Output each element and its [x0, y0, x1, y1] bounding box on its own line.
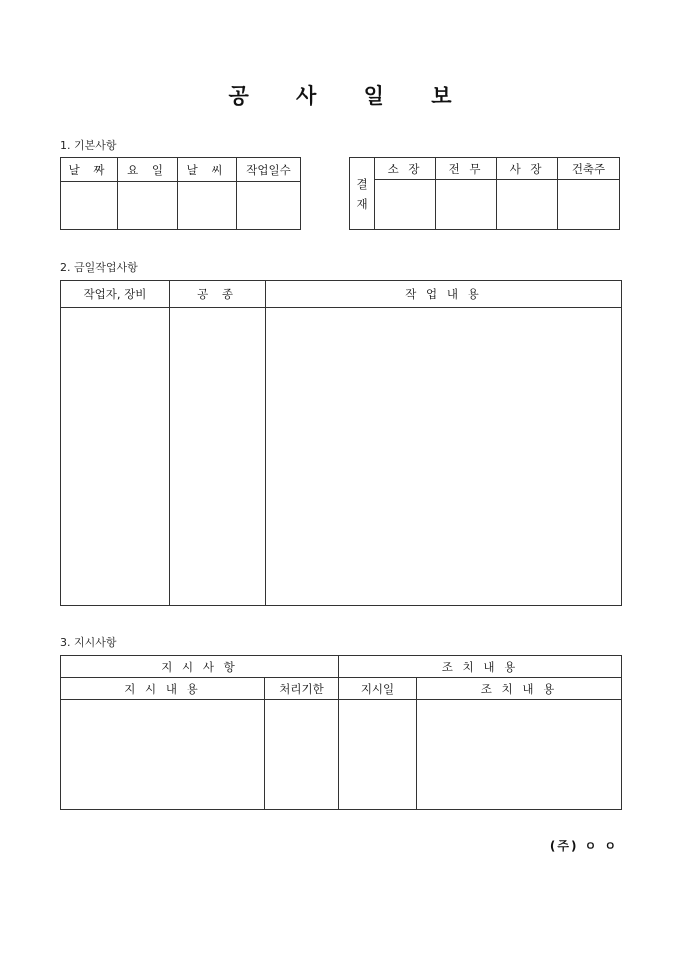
- section-label-instructions: 3. 지시사항: [60, 636, 117, 649]
- sign-owner[interactable]: [558, 180, 620, 230]
- header-president: 사 장: [497, 158, 558, 180]
- instructions-table: [60, 655, 622, 810]
- cell-action-content[interactable]: [417, 700, 622, 810]
- sign-executive-director[interactable]: [436, 180, 497, 230]
- header-work-content: 작 업 내 용: [266, 281, 622, 308]
- header-work-days: 작업일수: [237, 158, 301, 182]
- cell-work-type[interactable]: [170, 308, 266, 606]
- header-weekday: 요 일: [118, 158, 178, 182]
- header-deadline: 처리기한: [265, 678, 339, 700]
- section-label-today-work: 2. 금일작업사항: [60, 261, 138, 274]
- cell-instruction-content[interactable]: [61, 700, 265, 810]
- header-workers-equipment: 작업자, 장비: [61, 281, 170, 308]
- section-label-basic: 1. 기본사항: [60, 139, 117, 152]
- approval-label: 결 재: [350, 158, 375, 230]
- sign-site-manager[interactable]: [375, 180, 436, 230]
- header-action-content: 조 치 내 용: [417, 678, 622, 700]
- header-work-type: 공 종: [170, 281, 266, 308]
- today-work-table: [60, 280, 622, 606]
- cell-workers-equipment[interactable]: [61, 308, 170, 606]
- cell-date[interactable]: [61, 182, 118, 230]
- basic-info-table: [60, 157, 301, 230]
- sign-president[interactable]: [497, 180, 558, 230]
- header-site-manager: 소 장: [375, 158, 436, 180]
- page-title: 공 사 일 보: [228, 83, 472, 108]
- header-date: 날 짜: [61, 158, 118, 182]
- cell-weather[interactable]: [178, 182, 237, 230]
- cell-work-content[interactable]: [266, 308, 622, 606]
- cell-work-days[interactable]: [237, 182, 301, 230]
- group-header-actions: 조 치 내 용: [339, 656, 622, 678]
- header-instruction-content: 지 시 내 용: [61, 678, 265, 700]
- approval-table: [349, 157, 620, 230]
- header-weather: 날 씨: [178, 158, 237, 182]
- header-executive-director: 전 무: [436, 158, 497, 180]
- cell-instruction-date[interactable]: [339, 700, 417, 810]
- header-owner: 건축주: [558, 158, 620, 180]
- cell-weekday[interactable]: [118, 182, 178, 230]
- group-header-instructions: 지 시 사 항: [61, 656, 339, 678]
- cell-deadline[interactable]: [265, 700, 339, 810]
- header-instruction-date: 지시일: [339, 678, 417, 700]
- company-name: (주) ㅇ ㅇ: [549, 839, 618, 853]
